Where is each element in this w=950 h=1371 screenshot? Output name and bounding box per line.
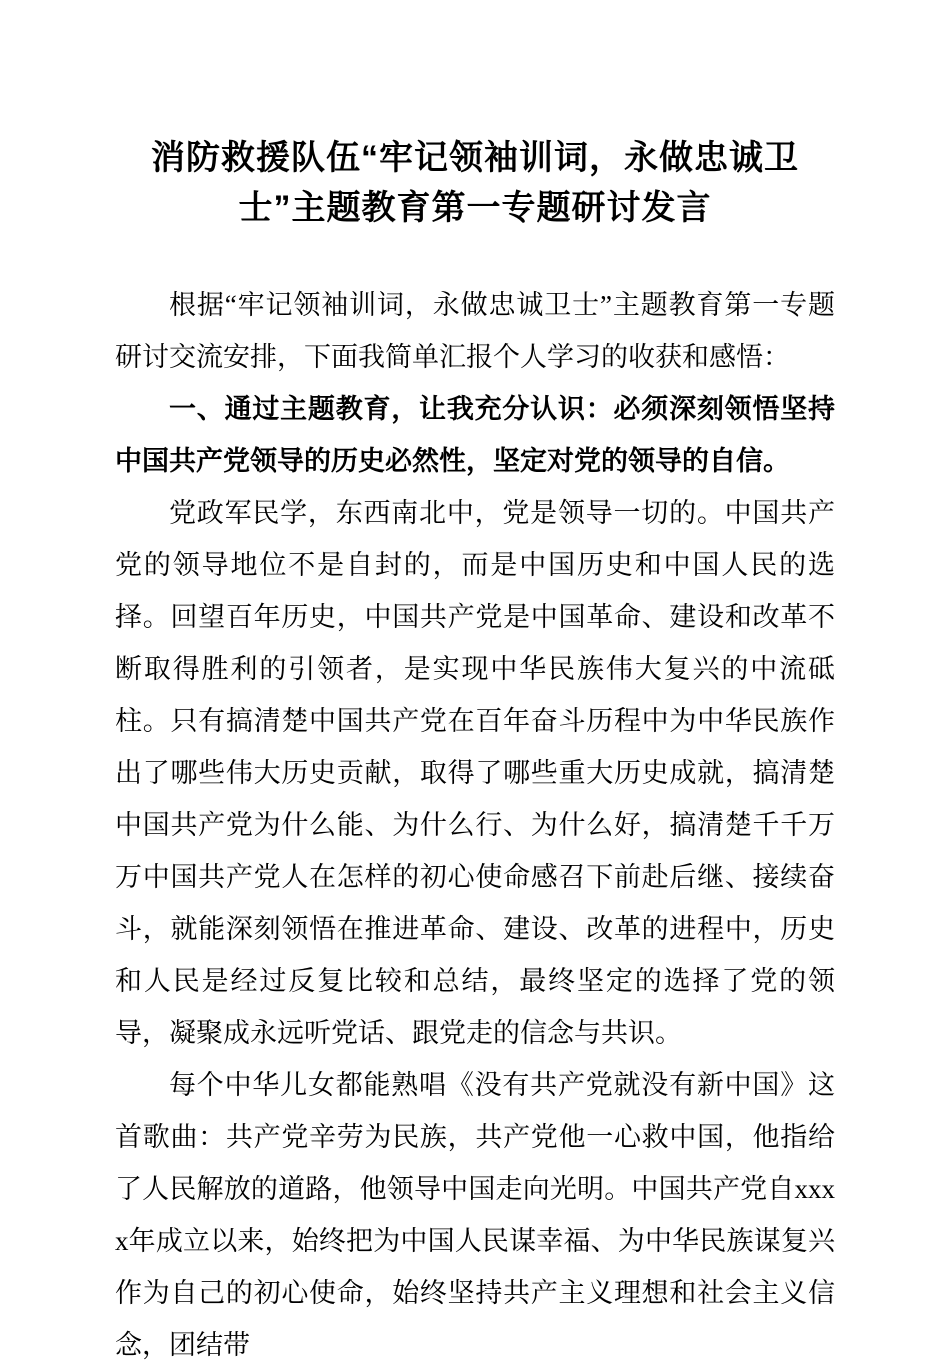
document-title: 消防救援队伍“牢记领袖训词，永做忠诚卫士”主题教育第一专题研讨发言: [151, 139, 799, 227]
paragraph-intro: 根据“牢记领袖训词，永做忠诚卫士”主题教育第一专题研讨交流安排，下面我简单汇报个人学习的收获和感悟：: [115, 290, 835, 372]
paragraph-body-1: 党政军民学，东西南北中，党是领导一切的。中国共产党的领导地位不是自封的，而是中国历史和中国人民的选择。回望百年历史，中国共产党是中国革命、建设和改革不断取得胜利的引领者，是实现中华民族伟大复兴的中流砥柱。只有搞清楚中国共产党在百年奋斗历程中为中华民族作出了哪些伟大历史贡献，取得了哪些重大历史成就，搞清楚中国共产党为什么能、为什么行、为什么好，搞清楚千千万万中国共产党人在怎样的初心使命感召下前赴后继、接续奋斗，就能深刻领悟在推进革命、建设、改革的进程中，历史和人民是经过反复比较和总结，最终坚定的选择了党的领导，凝聚成永远听党话、跟党走的信念与共识。: [115, 498, 835, 1048]
section-heading-1: 一、通过主题教育，让我充分认识：必须深刻领悟坚持中国共产党领导的历史必然性，坚定对党的领导的自信。: [115, 394, 835, 476]
paragraph-body-2: 每个中华儿女都能熟唱《没有共产党就没有新中国》这首歌曲：共产党辛劳为民族，共产党他一心救中国，他指给了人民解放的道路，他领导中国走向光明。中国共产党自xxxx年成立以来，始终把为中国人民谋幸福、为中华民族谋复兴作为自己的初心使命，始终坚持共产主义理想和社会主义信念，团结带: [115, 1070, 835, 1360]
